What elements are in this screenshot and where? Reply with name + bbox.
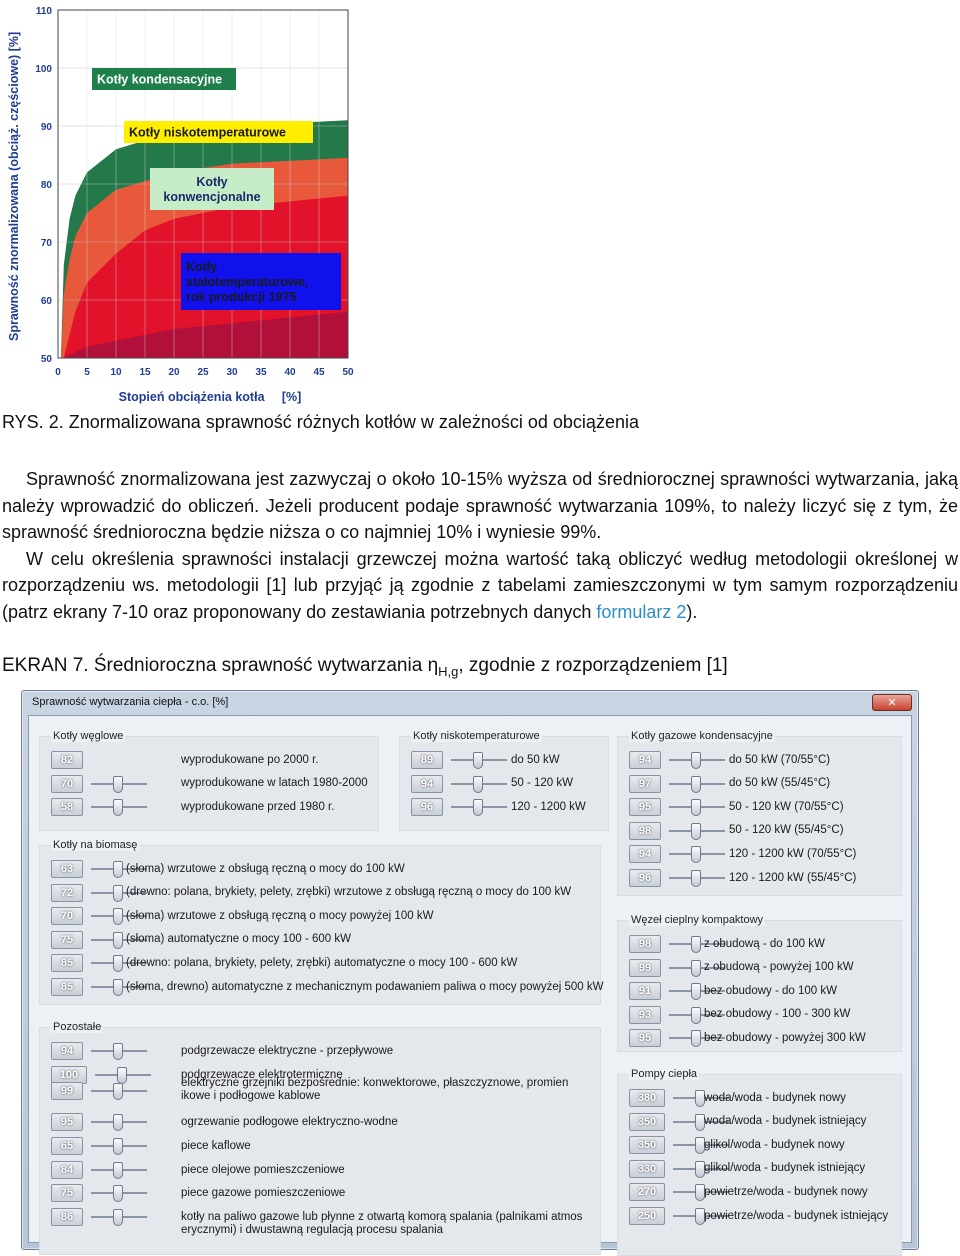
row-gaz <box>629 750 831 770</box>
value-field[interactable] <box>51 1042 83 1060</box>
value-field[interactable] <box>51 978 83 996</box>
value-text: 250 <box>637 1210 657 1222</box>
slider-thumb[interactable] <box>113 1138 123 1155</box>
group-label-poz: Pozostałe <box>53 1021 102 1033</box>
row-wezel <box>629 934 825 954</box>
row-label: ogrzewanie podłogowe elektryczno-wodne <box>181 1115 398 1128</box>
value-field[interactable] <box>629 1113 665 1131</box>
row-label: (słoma, drewno) automatyczne z mechanicznym podawaniem paliwa o mocy powyżej 500 kW <box>126 980 604 993</box>
slider[interactable] <box>91 1161 147 1179</box>
row-wegl <box>51 750 319 770</box>
slider-thumb[interactable] <box>691 846 701 863</box>
slider-thumb[interactable] <box>113 955 123 972</box>
x-tick-label: 20 <box>168 367 180 378</box>
value-text: 84 <box>60 1164 74 1176</box>
screen-heading-text: EKRAN 7. Średnioroczna sprawność wytwarzania η <box>2 655 439 676</box>
row-label: 50 - 120 kW (55/45°C) <box>729 824 844 837</box>
row-label-line: erycznymi) i dwustawną regulacją procesu spalania <box>181 1224 444 1236</box>
value-text: 91 <box>638 985 652 998</box>
value-text: 85 <box>60 981 74 993</box>
x-tick-label: 15 <box>139 367 151 378</box>
row-label <box>181 1077 568 1103</box>
value-field[interactable] <box>411 775 443 793</box>
row-label: do 50 kW (70/55°C) <box>729 753 831 766</box>
row-label: bez obudowy - 100 - 300 kW <box>704 1008 851 1021</box>
value-field[interactable] <box>629 1207 665 1225</box>
value-text: 94 <box>60 1045 74 1057</box>
close-button[interactable] <box>872 694 912 711</box>
row-label: wyprodukowane w latach 1980-2000 <box>181 777 368 790</box>
slider[interactable] <box>451 775 507 793</box>
series-label-text: Kotły <box>186 260 218 274</box>
slider[interactable] <box>669 775 725 793</box>
value-text: 350 <box>637 1115 657 1128</box>
x-tick-label: 40 <box>284 367 296 378</box>
slider[interactable] <box>451 798 507 816</box>
slider[interactable] <box>669 822 725 840</box>
row-label-line: kotły na paliwo gazowe lub płynne z otwartą komorą spalania (palnikami atmos <box>181 1211 583 1223</box>
chart-y-axis-title: Sprawność znormalizowana (obciąż. częściowe) [%] <box>7 31 21 341</box>
value-field[interactable] <box>629 775 661 793</box>
row-poz <box>51 1136 251 1156</box>
value-field[interactable] <box>51 775 83 793</box>
row-poz <box>51 1041 394 1061</box>
slider-thumb[interactable] <box>473 799 483 816</box>
slider-thumb[interactable] <box>113 932 123 949</box>
row-label: (drewno: polana, brykiety, pelety, zrębki) automatyczne o mocy 100 - 600 kW <box>126 956 518 969</box>
row-pompy <box>629 1159 866 1179</box>
value-field[interactable] <box>51 751 83 769</box>
row-wezel <box>629 1028 866 1048</box>
slider-thumb[interactable] <box>473 776 483 793</box>
row-label: wyprodukowane po 2000 r. <box>181 753 319 766</box>
row-label: 120 - 1200 kW (55/45°C) <box>729 871 857 884</box>
row-poz <box>51 1112 398 1132</box>
value-field[interactable] <box>51 1184 83 1202</box>
series-label-text: Kotły kondensacyjne <box>97 72 223 87</box>
slider-thumb[interactable] <box>113 1209 123 1226</box>
screen-heading-subscript: H,g <box>438 663 459 679</box>
figure-caption: RYS. 2. Znormalizowana sprawność różnych kotłów w zależności od obciążenia <box>2 412 639 432</box>
x-tick-label: 5 <box>84 367 90 378</box>
dialog-client-area <box>28 715 912 1243</box>
value-text: 96 <box>420 801 434 814</box>
series-label-text: konwencjonalne <box>163 190 261 204</box>
value-text: 350 <box>637 1139 657 1152</box>
value-field[interactable] <box>51 1082 83 1100</box>
value-field[interactable] <box>51 1208 83 1226</box>
slider-thumb[interactable] <box>113 908 123 925</box>
value-text: 70 <box>60 777 74 790</box>
slider[interactable] <box>669 869 725 887</box>
chart-svg <box>0 0 370 410</box>
slider[interactable] <box>91 798 147 816</box>
value-text: 380 <box>637 1092 657 1104</box>
row-bio <box>51 906 434 926</box>
value-field[interactable] <box>51 798 83 816</box>
value-field[interactable] <box>629 869 661 887</box>
slider[interactable] <box>669 798 725 816</box>
row-label-line: elektryczne grzejniki bezpośrednie: konwektorowe, płaszczyznowe, promien <box>181 1077 569 1089</box>
x-tick-label: 45 <box>313 367 325 378</box>
value-text: 95 <box>60 1116 74 1128</box>
row-wegl <box>51 797 335 817</box>
row-poz <box>51 1160 345 1180</box>
slider-thumb[interactable] <box>113 1185 123 1202</box>
y-tick-label: 90 <box>40 122 52 133</box>
slider-thumb[interactable] <box>691 799 701 816</box>
row-pompy <box>629 1206 889 1226</box>
row-wegl <box>51 774 368 794</box>
slider-thumb[interactable] <box>113 979 123 996</box>
value-field[interactable] <box>629 1136 665 1154</box>
row-label: bez obudowy - do 100 kW <box>704 984 837 997</box>
slider-thumb[interactable] <box>691 960 701 977</box>
value-text: 93 <box>638 1008 652 1021</box>
value-field[interactable] <box>629 798 661 816</box>
value-text: 86 <box>60 1211 74 1223</box>
row-label: piece gazowe pomieszczeniowe <box>181 1186 346 1199</box>
row-pompy <box>629 1112 867 1132</box>
slider[interactable] <box>91 775 147 793</box>
value-text: 99 <box>60 1085 74 1097</box>
value-field[interactable] <box>629 1160 665 1178</box>
value-text: 95 <box>638 1032 652 1045</box>
row-label: podgrzewacze elektryczne - przepływowe <box>181 1044 394 1057</box>
slider[interactable] <box>451 751 507 769</box>
group-label-gaz: Kotły gazowe kondensacyjne <box>631 730 773 742</box>
row-label: 50 - 120 kW <box>511 777 573 790</box>
y-tick-label: 110 <box>35 6 52 17</box>
paragraph-1-text: Sprawność znormalizowana jest zazwyczaj o około 10-15% wyższa od średniorocznej sprawności wytwarzania, jaką należy wprowadzić do obliczeń. Jeżeli producent podaje sprawność wytwarzania 109%, to należy liczyć się z tym, że sprawność średnioroczna będzie niższa o co najmniej 10% i wyniesie 99%. <box>2 469 958 542</box>
group-label-wezel: Węzeł cieplny kompaktowy <box>631 914 764 926</box>
x-tick-label: 10 <box>110 367 122 378</box>
row-label: woda/woda - budynek nowy <box>704 1091 846 1104</box>
row-poz <box>51 1183 346 1203</box>
group-label-nisko: Kotły niskotemperaturowe <box>413 730 540 742</box>
paragraph-2-end: ). <box>686 601 698 622</box>
value-field[interactable] <box>629 982 661 1000</box>
value-field[interactable] <box>51 1113 83 1131</box>
slider[interactable] <box>91 1137 147 1155</box>
row-label: 120 - 1200 kW <box>511 800 586 813</box>
value-field[interactable] <box>629 845 661 863</box>
value-text: 100 <box>59 1069 79 1081</box>
group-label-wegl: Kotły węglowe <box>53 730 124 742</box>
slider[interactable] <box>91 1208 147 1226</box>
value-field[interactable] <box>629 1006 661 1024</box>
slider[interactable] <box>669 751 725 769</box>
row-label: bez obudowy - powyżej 300 kW <box>704 1031 866 1044</box>
paragraph-2 <box>2 546 958 626</box>
value-field[interactable] <box>629 751 661 769</box>
row-bio <box>51 883 572 903</box>
y-tick-label: 100 <box>35 64 52 75</box>
row-gaz <box>629 774 831 794</box>
value-field[interactable] <box>51 931 83 949</box>
value-field[interactable] <box>629 959 661 977</box>
value-field[interactable] <box>629 1183 665 1201</box>
slider-thumb[interactable] <box>113 1114 123 1131</box>
value-text: 99 <box>638 961 652 974</box>
row-poz <box>51 1207 583 1236</box>
row-label: woda/woda - budynek istniejący <box>704 1115 867 1128</box>
series-label-text: stałotemperaturowe, <box>186 275 309 289</box>
slider-thumb[interactable] <box>691 983 701 1000</box>
value-text: 98 <box>638 824 652 837</box>
slider-thumb[interactable] <box>691 870 701 887</box>
y-tick-label: 70 <box>40 238 52 249</box>
slider-thumb[interactable] <box>691 936 701 953</box>
group-label-bio: Kotły na biomasę <box>53 839 138 851</box>
value-text: 97 <box>638 777 652 790</box>
value-text: 65 <box>60 1140 74 1152</box>
value-text: 98 <box>638 938 652 950</box>
efficiency-chart <box>0 0 370 410</box>
value-text: 85 <box>60 957 74 970</box>
row-gaz <box>629 844 857 864</box>
row-gaz <box>629 821 844 841</box>
slider-thumb[interactable] <box>113 861 123 878</box>
value-field[interactable] <box>411 751 443 769</box>
slider[interactable] <box>91 1184 147 1202</box>
efficiency-dialog <box>21 690 919 1250</box>
x-tick-label: 35 <box>255 367 267 378</box>
value-text: 72 <box>60 886 74 899</box>
row-label: glikol/woda - budynek istniejący <box>704 1162 866 1175</box>
value-text: 94 <box>638 754 652 766</box>
slider-thumb[interactable] <box>691 752 701 769</box>
row-gaz <box>629 797 844 817</box>
x-tick-label: 30 <box>226 367 238 378</box>
row-label: z obudową - do 100 kW <box>704 937 825 950</box>
slider[interactable] <box>91 1113 147 1131</box>
value-text: 94 <box>420 777 434 790</box>
slider[interactable] <box>91 1082 147 1100</box>
value-field[interactable] <box>51 1161 83 1179</box>
row-wezel <box>629 981 837 1001</box>
row-bio <box>51 859 405 879</box>
screen-heading <box>2 653 958 685</box>
formularz-link[interactable]: formularz 2 <box>596 601 687 622</box>
value-text: 95 <box>638 801 652 814</box>
value-field[interactable] <box>629 822 661 840</box>
value-text: 270 <box>637 1186 657 1199</box>
row-label: powietrze/woda - budynek istniejący <box>704 1209 889 1222</box>
value-text: 75 <box>60 933 74 946</box>
y-tick-label: 50 <box>40 354 52 365</box>
row-nisko <box>411 774 573 794</box>
slider[interactable] <box>91 1042 147 1060</box>
series-label-text: Kotły niskotemperaturowe <box>129 125 286 140</box>
value-field[interactable] <box>629 1089 665 1107</box>
value-text: 75 <box>60 1187 74 1199</box>
row-label: glikol/woda - budynek nowy <box>704 1138 845 1151</box>
value-field[interactable] <box>629 935 661 953</box>
slider-thumb[interactable] <box>113 776 123 793</box>
slider-thumb[interactable] <box>113 885 123 902</box>
y-tick-label: 80 <box>40 180 52 191</box>
row-pompy <box>629 1088 846 1108</box>
slider-thumb[interactable] <box>113 1083 123 1100</box>
value-field[interactable] <box>51 884 83 902</box>
value-field[interactable] <box>51 860 83 878</box>
slider-thumb[interactable] <box>691 823 701 840</box>
slider-thumb[interactable] <box>113 1043 123 1060</box>
row-bio <box>51 930 351 950</box>
row-label: do 50 kW (55/45°C) <box>729 777 831 790</box>
row-label: 120 - 1200 kW (70/55°C) <box>729 847 857 860</box>
value-field[interactable] <box>51 954 83 972</box>
slider[interactable] <box>91 751 147 769</box>
row-label-line: ikowe i podłogowe kablowe <box>181 1090 321 1102</box>
row-pompy <box>629 1135 845 1155</box>
close-icon: ✕ <box>887 696 897 709</box>
value-field[interactable] <box>411 798 443 816</box>
row-label: (słoma) wrzutowe z obsługą ręczną o mocy do 100 kW <box>126 862 405 875</box>
value-text: 94 <box>638 848 652 861</box>
row-nisko <box>411 750 560 770</box>
row-wezel <box>629 1005 851 1025</box>
row-label: z obudową - powyżej 100 kW <box>704 961 854 974</box>
x-tick-label: 0 <box>55 367 61 378</box>
row-wezel <box>629 958 854 978</box>
row-gaz <box>629 868 857 888</box>
slider-thumb[interactable] <box>473 752 483 769</box>
row-label: do 50 kW <box>511 753 560 766</box>
value-text: 96 <box>638 872 652 884</box>
row-label: podgrzewacze elektrotermiczne <box>181 1068 343 1081</box>
value-field[interactable] <box>51 907 83 925</box>
row-label: (drewno: polana, brykiety, pelety, zrębki) wrzutowe z obsługą ręczną o mocy do 100 kW <box>126 886 572 899</box>
value-text: 89 <box>420 754 434 766</box>
row-label: (słoma) automatyczne o mocy 100 - 600 kW <box>126 933 351 946</box>
y-tick-label: 60 <box>40 296 52 307</box>
slider-thumb[interactable] <box>691 1007 701 1024</box>
x-tick-label: 25 <box>197 367 209 378</box>
value-text: 82 <box>60 754 74 766</box>
slider-thumb[interactable] <box>691 776 701 793</box>
paragraph-2-text: W celu określenia sprawności instalacji grzewczej można wartość taką obliczyć według metodologii określonej w rozporządzeniu ws. metodologii [1] lub przyjąć ją zgodnie z tabelami zamieszczonymi w tym samym rozporządzeniu (patrz ekrany 7-10 oraz proponowany do zestawiania potrzebnych danych <box>2 548 958 622</box>
row-bio <box>51 977 604 997</box>
value-text: 63 <box>60 863 74 875</box>
row-label: (słoma) wrzutowe z obsługą ręczną o mocy powyżej 100 kW <box>126 909 434 922</box>
value-text: 70 <box>60 910 74 923</box>
chart-x-axis-title: Stopień obciążenia kotła [%] <box>118 390 302 404</box>
slider-thumb[interactable] <box>691 1030 701 1047</box>
group-label-pompy: Pompy ciepła <box>631 1068 698 1080</box>
paragraph-1 <box>2 466 958 546</box>
row-label: piece kaflowe <box>181 1139 251 1152</box>
body-text <box>2 466 958 625</box>
series-label-text: rok produkcji 1975 <box>186 290 297 304</box>
row-pompy <box>629 1182 868 1202</box>
value-text: 330 <box>637 1162 657 1175</box>
row-bio <box>51 953 518 973</box>
slider[interactable] <box>669 845 725 863</box>
x-tick-label: 50 <box>342 367 354 378</box>
row-nisko <box>411 797 586 817</box>
row-label: powietrze/woda - budynek nowy <box>704 1185 868 1198</box>
series-label-text: Kotły <box>196 175 228 189</box>
row-label: 50 - 120 kW (70/55°C) <box>729 800 844 813</box>
value-field[interactable] <box>51 1137 83 1155</box>
screen-heading-rest: , zgodnie z rozporządzeniem [1] <box>458 655 728 676</box>
row-label: wyprodukowane przed 1980 r. <box>181 800 335 813</box>
slider-thumb[interactable] <box>113 799 123 816</box>
slider-thumb[interactable] <box>113 1162 123 1179</box>
value-field[interactable] <box>629 1029 661 1047</box>
value-text: 58 <box>60 801 74 814</box>
row-label: piece olejowe pomieszczeniowe <box>181 1163 345 1176</box>
row-poz <box>51 1077 569 1102</box>
row-label <box>181 1211 582 1237</box>
dialog-title: Sprawność wytwarzania ciepła - c.o. [%] <box>32 696 229 708</box>
